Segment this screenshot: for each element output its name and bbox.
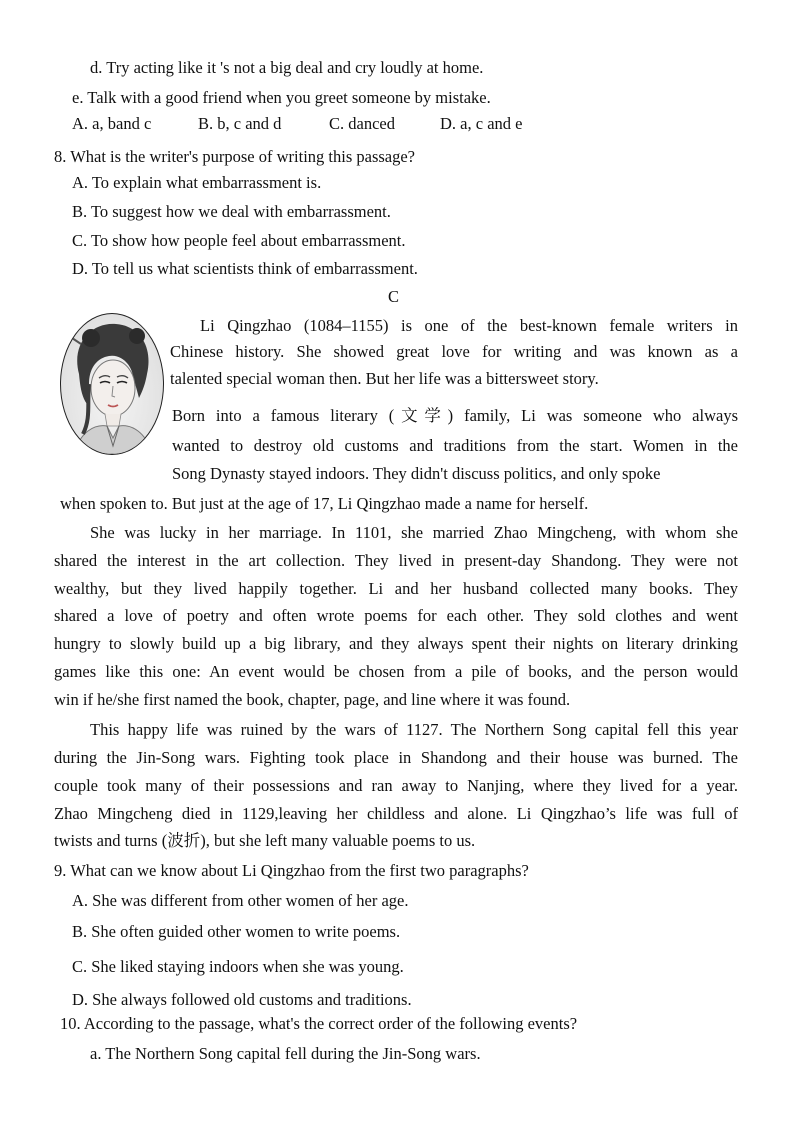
- q10-item-a: a. The Northern Song capital fell during the Jin-Song wars.: [90, 1044, 481, 1063]
- q9-option-b: B. She often guided other women to write poems.: [72, 922, 401, 941]
- q9-option-a: A. She was different from other women of her age.: [72, 891, 409, 910]
- para3-line: win if he/she first named the book, chapter, page, and line where it was found.: [54, 690, 571, 709]
- para2-line: Born into a famous literary (文学) family, Li was someone who always: [172, 406, 738, 425]
- para3-line: hungry to slowly build up a big library, and they always spent their nights on literary drinking: [54, 634, 738, 653]
- q9-option-c: C. She liked staying indoors when she was young.: [72, 957, 404, 976]
- q7-choice-b: B. b, c and d: [198, 114, 282, 133]
- passage-heading: C: [388, 287, 400, 306]
- para2-line: wanted to destroy old customs and traditions from the start. Women in the: [172, 436, 738, 455]
- para3-line: shared the interest in the art collection. They lived in present-day Shandong. They were not: [54, 551, 738, 570]
- q7-option-e: e. Talk with a good friend when you greet someone by mistake.: [72, 88, 491, 107]
- q7-option-d: d. Try acting like it 's not a big deal and cry loudly at home.: [90, 58, 484, 77]
- para4-line: couple took many of their possessions and ran away to Nanjing, where they lived for a year.: [54, 776, 738, 795]
- para4-line: during the Jin-Song wars. Fighting took place in Shandong and their house was burned. The: [54, 748, 738, 767]
- q7-choice-d: D. a, c and e: [440, 114, 523, 133]
- q9-option-d: D. She always followed old customs and traditions.: [72, 990, 412, 1009]
- q10-stem: 10. According to the passage, what's the correct order of the following events?: [60, 1014, 578, 1033]
- q8-option-b: B. To suggest how we deal with embarrassment.: [72, 202, 391, 221]
- para4-line: This happy life was ruined by the wars of 1127. The Northern Song capital fell this year: [90, 720, 738, 739]
- portrait-icon: [60, 313, 164, 455]
- para1-line: Chinese history. She showed great love for writing and was known as a: [170, 342, 738, 361]
- q7-choices: [72, 114, 522, 134]
- para4-line: Zhao Mingcheng died in 1129,leaving her childless and alone. Li Qingzhao’s life was full of: [54, 804, 738, 823]
- q7-choice-a: A. a, band c: [72, 114, 152, 133]
- para2-line: when spoken to. But just at the age of 17, Li Qingzhao made a name for herself.: [60, 494, 589, 513]
- q8-option-a: A. To explain what embarrassment is.: [72, 173, 322, 192]
- para2-line: Song Dynasty stayed indoors. They didn't discuss politics, and only spoke: [172, 464, 661, 483]
- para1-line: Li Qingzhao (1084–1155) is one of the best-known female writers in: [200, 316, 738, 335]
- para3-line: shared a love of poetry and often wrote poems for each other. They sold clothes and went: [54, 606, 738, 625]
- para3-line: wealthy, but they lived happily together. Li and her husband collected many books. They: [54, 579, 738, 598]
- q7-choice-c: C. danced: [329, 114, 395, 133]
- para3-line: She was lucky in her marriage. In 1101, she married Zhao Mingcheng, with whom she: [90, 523, 738, 542]
- para3-line: games like this one: An event would be chosen from a pile of books, and the person would: [54, 662, 738, 681]
- q9-stem: 9. What can we know about Li Qingzhao from the first two paragraphs?: [54, 861, 529, 880]
- q8-stem: 8. What is the writer's purpose of writing this passage?: [54, 147, 416, 166]
- para4-line: twists and turns (波折), but she left many valuable poems to us.: [54, 831, 476, 850]
- para1-line: talented special woman then. But her life was a bittersweet story.: [170, 369, 599, 388]
- q8-option-c: C. To show how people feel about embarrassment.: [72, 231, 406, 250]
- q8-option-d: D. To tell us what scientists think of embarrassment.: [72, 259, 418, 278]
